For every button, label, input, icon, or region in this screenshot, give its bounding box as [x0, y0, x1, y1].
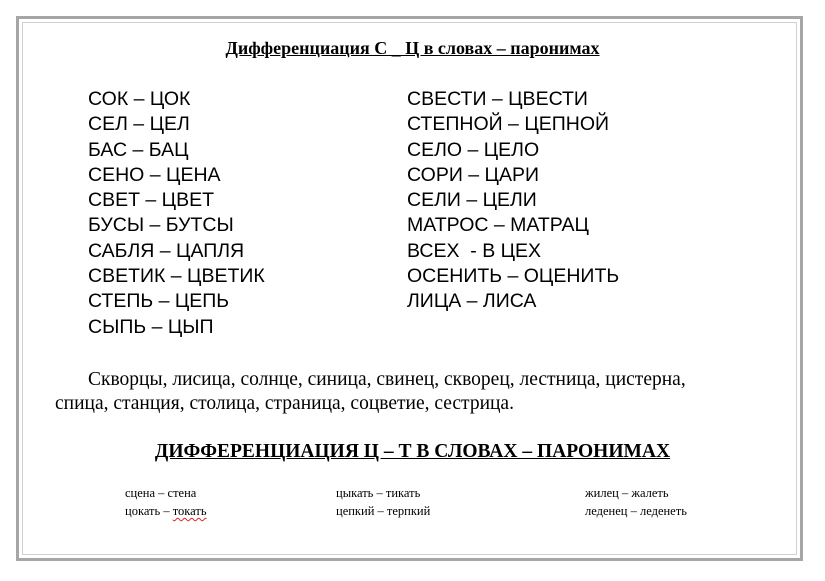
paronym-pair: СЕЛ – ЦЕЛ — [88, 113, 190, 136]
pair-dash: – — [618, 486, 632, 500]
paronym-pair: СТЕПНОЙ – ЦЕПНОЙ — [407, 113, 610, 136]
paronym-list-right — [407, 87, 619, 315]
paronym-pair: СЕНО – ЦЕНА — [88, 163, 221, 186]
ts-t-column-1 — [125, 484, 207, 520]
pair-word: цыкать — [336, 486, 374, 500]
paronym-pair: СВЕТ – ЦВЕТ — [88, 189, 215, 212]
pair-word: терпкий — [386, 504, 431, 518]
paronym-pair: БУСЫ – БУТСЫ — [88, 214, 234, 237]
words-paragraph — [55, 368, 775, 416]
paronym-pair: МАТРОС – МАТРАЦ — [407, 214, 589, 237]
pair-word: тикать — [385, 486, 421, 500]
pair-word: цокать — [125, 504, 161, 518]
ts-t-pair — [585, 502, 687, 520]
paronym-pair: ВСЕХ - В ЦЕХ — [407, 239, 542, 262]
pair-dash: – — [374, 504, 387, 518]
paronym-pair: СЫПЬ – ЦЫП — [88, 315, 214, 338]
pair-word: жилец — [585, 486, 619, 500]
pair-dash: – — [373, 486, 386, 500]
ts-t-pair — [336, 502, 430, 520]
words-paragraph-line: Скворцы, лисица, солнце, синица, свинец, скворец, лестница, цистерна, — [88, 369, 686, 390]
paronym-pair: СОК – ЦОК — [88, 88, 191, 110]
ts-t-column-3 — [585, 484, 687, 520]
pair-dash: – — [627, 504, 640, 518]
pair-word: жалеть — [631, 486, 669, 500]
pair-word: сцена — [125, 486, 156, 500]
paronym-pair: СОРИ – ЦАРИ — [407, 163, 539, 186]
pair-dash: – — [160, 504, 173, 518]
ts-t-pair — [336, 484, 430, 502]
paronym-pair: СЕЛИ – ЦЕЛИ — [407, 189, 537, 212]
section-title-ts-t: ДИФФЕРЕНЦИАЦИЯ Ц – Т В СЛОВАХ – ПАРОНИМАХ — [154, 441, 671, 462]
ts-t-pair — [125, 484, 207, 502]
paronym-pair: СТЕПЬ – ЦЕПЬ — [88, 290, 230, 313]
paronym-pair: ОСЕНИТЬ – ОЦЕНИТЬ — [407, 265, 620, 288]
ts-t-column-2 — [336, 484, 430, 520]
ts-t-pair — [585, 484, 687, 502]
paronym-list-left — [88, 87, 265, 340]
pair-word: стена — [167, 486, 197, 500]
paronym-pair: СВЕТИК – ЦВЕТИК — [88, 265, 265, 288]
pair-word: цепкий — [336, 504, 375, 518]
ts-t-pair — [125, 502, 207, 520]
paronym-pair: САБЛЯ – ЦАПЛЯ — [88, 239, 245, 262]
paronym-pair: СВЕСТИ – ЦВЕСТИ — [407, 88, 588, 110]
pair-dash: – — [155, 486, 168, 500]
paronym-pair: ЛИЦА – ЛИСА — [407, 290, 537, 313]
words-paragraph-line: спица, станция, столица, страница, соцветие, сестрица. — [55, 393, 514, 414]
pair-word-spellcheck: токать — [172, 504, 207, 518]
paronym-pair: БАС – БАЦ — [88, 138, 189, 161]
paronym-pair: СЕЛО – ЦЕЛО — [407, 138, 540, 161]
pair-word: леденец — [585, 504, 628, 518]
pair-word: леденеть — [639, 504, 687, 518]
section-title-s-ts: Дифференциация С _ Ц в словах – паронимах — [225, 38, 600, 58]
